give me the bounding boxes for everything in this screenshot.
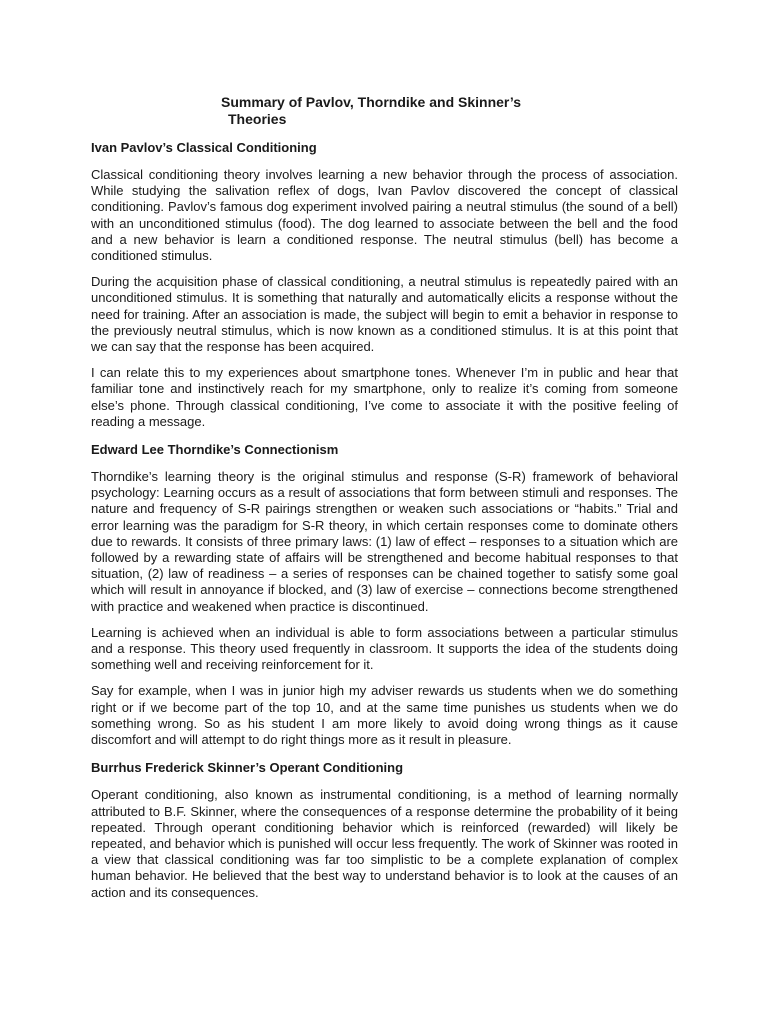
section-skinner xyxy=(91,760,678,900)
paragraph: Classical conditioning theory involves learning a new behavior through the process of association. While studying the salivation reflex of dogs, Ivan Pavlov discovered the concept of classical conditioning. Pavlov’s famous dog experiment involved pairing a neutral stimulus (the sound of a bell) with an unconditioned stimulus (food). The dog learned to associate between the bell and the food and a new behavior is learn a conditioned response. The neutral stimulus (bell) has become a conditioned stimulus. xyxy=(91,167,678,264)
document-title xyxy=(221,94,678,111)
section-pavlov xyxy=(91,140,678,430)
section-heading: Edward Lee Thorndike’s Connectionism xyxy=(91,442,339,458)
section-thorndike xyxy=(91,442,678,748)
paragraph: Say for example, when I was in junior high my adviser rewards us students when we do something right or if we become part of the top 10, and at the same time punishes us students when we do something wrong. So as his student I am more likely to avoid doing wrong things as it cause discomfort and will attempt to do right things more as it result in pleasure. xyxy=(91,683,678,748)
paragraph: Learning is achieved when an individual is able to form associations between a particular stimulus and a response. This theory used frequently in classroom. It supports the idea of the students doing something well and receiving reinforcement for it. xyxy=(91,624,678,673)
document-title-line-2 xyxy=(228,111,678,128)
paragraph: Operant conditioning, also known as instrumental conditioning, is a method of learning normally attributed to B.F. Skinner, where the consequences of a response determine the probability of it being repeated. Through operant conditioning behavior which is reinforced (rewarded) will likely be repeated, and behavior which is punished will occur less frequently. The work of Skinner was rooted in a view that classical conditioning was far too simplistic to be a complete explanation of complex human behavior. He believed that the best way to understand behavior is to look at the causes of an action and its consequences. xyxy=(91,787,678,900)
title-line-2: Theories xyxy=(228,111,287,127)
title-line-1: Summary of Pavlov, Thorndike and Skinner’s xyxy=(221,94,522,110)
paragraph: I can relate this to my experiences about smartphone tones. Whenever I’m in public and hear that familiar tone and instinctively reach for my smartphone, only to realize it’s coming from someone else’s phone. Through classical conditioning, I’ve come to associate it with the positive feeling of reading a message. xyxy=(91,365,678,429)
paragraph: Thorndike’s learning theory is the original stimulus and response (S-R) framework of behavioral psychology: Learning occurs as a result of associations that form between stimuli and responses. The nature and frequency of S-R pairings strengthen or weaken such associations or “habits.” Trial and error learning was the paradigm for S-R theory, in which certain responses come to dominate others due to rewards. It consists of three primary laws: (1) law of effect – responses to a situation which are followed by a rewarding state of affairs will be strengthened and become habitual responses to that situation, (2) law of readiness – a series of responses can be chained together to satisfy some goal which will result in annoyance if blocked, and (3) law of exercise – connections become strengthened with practice and weakened when practice is discontinued. xyxy=(91,469,678,614)
section-heading: Ivan Pavlov’s Classical Conditioning xyxy=(91,140,317,155)
section-heading: Burrhus Frederick Skinner’s Operant Conditioning xyxy=(91,760,404,776)
paragraph: During the acquisition phase of classical conditioning, a neutral stimulus is repeatedly paired with an unconditioned stimulus. It is something that naturally and automatically elicits a response without the need for training. After an association is made, the subject will begin to emit a behavior in response to the previously neutral stimulus, which is now known as a conditioned stimulus. It is at this point that we can say that the response has been acquired. xyxy=(91,274,678,355)
document-body xyxy=(91,94,678,911)
